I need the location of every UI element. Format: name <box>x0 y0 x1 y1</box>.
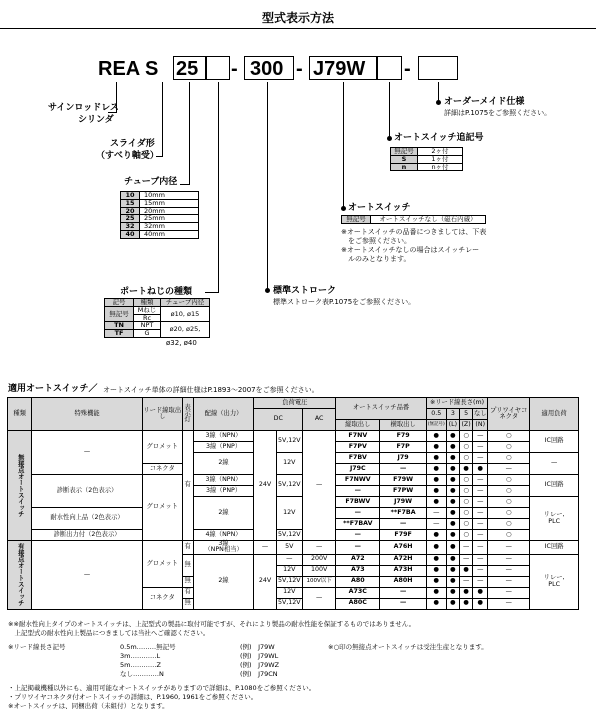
count-val: nヶ付 <box>418 163 463 171</box>
len: ○ <box>459 431 472 442</box>
sw-vert: A73C <box>336 587 380 598</box>
port-type: Rc <box>134 314 161 322</box>
note-lead-ex2: (例) J79WL <box>240 652 279 660</box>
len: ○ <box>459 475 472 486</box>
sw-horiz: — <box>380 464 426 475</box>
sw-horiz: J79 <box>380 453 426 464</box>
wire: 3線（NPN） <box>193 475 254 486</box>
len: ● <box>446 565 459 576</box>
rodless-label-1: サインロッドレス <box>48 103 119 113</box>
dc-v: 12V <box>276 497 303 530</box>
switch-line <box>343 82 344 208</box>
len: ○ <box>459 530 472 541</box>
stroke-label: 標準ストローク <box>273 286 337 296</box>
load-relay-1: リレー, <box>543 511 565 519</box>
len: ○ <box>459 519 472 530</box>
len: ● <box>446 475 459 486</box>
len: ● <box>446 508 459 519</box>
switch-code: 無記号 <box>342 216 371 224</box>
port-code: 無記号 <box>105 306 134 322</box>
model-dash2: - <box>296 58 303 80</box>
h-len: ※リード線長さ(m) <box>426 398 487 409</box>
port-table <box>104 298 210 338</box>
port-bore: ø10, ø15 <box>161 306 210 322</box>
order-note: 詳細はP.1075をご参照ください。 <box>444 109 552 117</box>
stroke-line <box>267 82 268 290</box>
note-preconnector: ・プリワイヤコネクタ付オートスイッチの詳細は、P.1960, 1961をご参照ください。 <box>8 693 258 701</box>
len: ● <box>446 530 459 541</box>
sw-horiz: **F7BA <box>380 508 426 519</box>
len: ● <box>446 541 459 555</box>
port-code: TN <box>105 322 134 330</box>
load-relay-1: リレー, <box>543 574 565 582</box>
pre: ○ <box>488 497 530 508</box>
len: ● <box>426 486 446 497</box>
port-header-type: 種類 <box>134 299 161 307</box>
order-label: オーダーメイド仕様 <box>444 97 525 107</box>
sw-horiz: A72H <box>380 554 426 565</box>
h-l05b: (無記号) <box>426 420 446 431</box>
title-underline <box>0 28 596 29</box>
len: ● <box>446 486 459 497</box>
port-header-code: 記号 <box>105 299 134 307</box>
dc-v: — <box>276 554 303 565</box>
solid-kind: 無接点オートスイッチ <box>8 431 32 541</box>
wire: 3線（NPN） <box>193 431 254 442</box>
h-horiz: 横取出し <box>380 420 426 431</box>
note-water-2: 上記型式の耐水性向上製品につきましては当社へご確認ください。 <box>8 629 210 637</box>
sw-horiz: F7PW <box>380 486 426 497</box>
ac: 100V <box>303 565 336 576</box>
ind-yes: 有 <box>182 541 193 555</box>
note-water: ※※耐水性向上タイプのオートスイッチは、上記型式の製品に取付可能ですが、それにより製品の耐水性能を保証するものではありません。 <box>8 620 416 628</box>
dc-v: 5V,12V <box>276 475 303 497</box>
h-l3b: (L) <box>446 420 459 431</box>
ac: — <box>303 541 336 555</box>
stroke-dot <box>265 288 270 293</box>
model-stroke: 300 <box>250 58 284 80</box>
len: — <box>473 554 488 565</box>
dc-v: 12V <box>276 453 303 475</box>
sw-horiz: — <box>380 598 426 609</box>
port-line <box>218 82 219 292</box>
port-bore-extra: ø32, ø40 <box>166 339 197 347</box>
h-func: 特殊機能 <box>32 398 143 431</box>
dc-v: 5V,12V <box>276 576 303 587</box>
order-dot <box>436 100 441 105</box>
tube-code: 10 <box>121 192 140 200</box>
sw-vert: — <box>336 486 380 497</box>
lead-connector: コネクタ <box>142 587 182 609</box>
len: — <box>473 508 488 519</box>
func-none: — <box>32 541 143 610</box>
port-code: TF <box>105 330 134 338</box>
len: ● <box>426 587 446 598</box>
tube-size: 32mm <box>140 223 199 231</box>
sw-horiz: — <box>380 519 426 530</box>
sw-vert: A73 <box>336 565 380 576</box>
stroke-note: 標準ストローク表P.1075をご参照ください。 <box>273 298 416 306</box>
tube-label: チューブ内径 <box>124 177 178 187</box>
tube-code: 32 <box>121 223 140 231</box>
len: ○ <box>459 497 472 508</box>
h-l5b: (Z) <box>459 420 472 431</box>
tube-code: 20 <box>121 207 140 215</box>
note-order: ※○印の無接点オートスイッチは受注生産となります。 <box>328 643 488 651</box>
sw-vert: F7BV <box>336 453 380 464</box>
sw-vert: F7NV <box>336 431 380 442</box>
h-ln: なし <box>473 409 488 420</box>
dc-v: 5V,12V <box>276 530 303 541</box>
note-lead-title: ※リード線長さ記号 <box>8 643 66 651</box>
port-type: NPT <box>134 322 161 330</box>
len: — <box>473 475 488 486</box>
sw-horiz: F79F <box>380 530 426 541</box>
wire: 3線（PNP） <box>193 442 254 453</box>
lead-grommet: グロメット <box>142 475 182 541</box>
len: — <box>473 519 488 530</box>
h-sw: オートスイッチ品番 <box>336 398 427 420</box>
h-pre: プリワイヤコネクタ <box>488 398 530 431</box>
sw-horiz: F7P <box>380 442 426 453</box>
load-ic: IC回路 <box>530 475 579 497</box>
wire-3eq <box>193 541 254 555</box>
len: — <box>459 554 472 565</box>
wire-3eq-1: 3線 <box>218 540 229 547</box>
switch-note-3: ※オートスイッチなしの場合はスイッチレー <box>341 246 480 254</box>
dc-v: 5V,12V <box>276 431 303 453</box>
tube-code: 25 <box>121 215 140 223</box>
load-ic: IC回路 <box>530 431 579 453</box>
switch-note-4: ルのみとなります。 <box>341 255 411 263</box>
func-water: 耐水性向上品（2色表示） <box>32 508 143 530</box>
pre: ○ <box>488 508 530 519</box>
tube-size: 20mm <box>140 207 199 215</box>
model-bore: 25 <box>176 58 199 80</box>
dc-24: — <box>254 541 276 555</box>
pre: — <box>488 565 530 576</box>
count-table <box>390 147 463 171</box>
ac: 200V <box>303 554 336 565</box>
switch-dot <box>341 206 346 211</box>
len: ● <box>473 464 488 475</box>
note-shipping: ※オートスイッチは、同梱出荷（未組付）となります。 <box>8 702 169 710</box>
dc-24: 24V <box>254 554 276 609</box>
sw-horiz: — <box>380 587 426 598</box>
len: — <box>459 541 472 555</box>
len: ● <box>426 554 446 565</box>
sw-vert: J79C <box>336 464 380 475</box>
len: ○ <box>459 442 472 453</box>
len: ● <box>426 453 446 464</box>
wire: 2線 <box>193 497 254 530</box>
ac: 100V以下 <box>303 576 336 587</box>
len: ● <box>459 598 472 609</box>
pre: ○ <box>488 530 530 541</box>
dc-v: 5V,12V <box>276 598 303 609</box>
pre: ○ <box>488 475 530 486</box>
h-kind: 種類 <box>8 398 32 431</box>
ind-yes: 有 <box>182 587 193 598</box>
tube-code: 15 <box>121 199 140 207</box>
slider-line <box>162 82 163 156</box>
sw-horiz: A80H <box>380 576 426 587</box>
port-box <box>206 56 230 80</box>
note-lead-none: なし…………N <box>120 670 164 678</box>
len: ● <box>473 587 488 598</box>
sw-horiz: A73H <box>380 565 426 576</box>
len: ● <box>426 576 446 587</box>
count-val: 1ヶ付 <box>418 155 463 163</box>
made-to-order-box <box>418 56 458 80</box>
len: — <box>473 431 488 442</box>
wire-3eq-2: （NPN相当） <box>204 546 243 554</box>
len: ● <box>446 576 459 587</box>
pre: — <box>488 464 530 475</box>
load-dash: — <box>530 453 579 475</box>
note-lead-ex1: (例) J79W <box>240 643 275 651</box>
count-code: n <box>391 163 418 171</box>
h-vert: 縦取出し <box>336 420 380 431</box>
len: ● <box>426 464 446 475</box>
len: — <box>473 565 488 576</box>
len: ● <box>426 530 446 541</box>
load-relay <box>530 554 579 609</box>
ind-yes: 有 <box>182 431 193 541</box>
wire: 4線（NPN） <box>193 530 254 541</box>
len: — <box>473 576 488 587</box>
pre: ○ <box>488 453 530 464</box>
func-diag: 診断表示（2色表示） <box>32 475 143 508</box>
count-label: オートスイッチ追記号 <box>394 133 484 143</box>
len: ● <box>426 442 446 453</box>
len: ○ <box>459 453 472 464</box>
rodless-label-2: シリンダ <box>78 115 114 125</box>
ac: — <box>303 587 336 609</box>
len: ● <box>426 497 446 508</box>
pre: — <box>488 576 530 587</box>
h-l05: 0.5 <box>426 409 446 420</box>
tube-size: 10mm <box>140 192 199 200</box>
len: ● <box>446 442 459 453</box>
lead-grommet: グロメット <box>142 431 182 464</box>
port-type: Mねじ <box>134 306 161 314</box>
tube-line-h <box>180 184 190 185</box>
port-label: ポートねじの種類 <box>120 287 193 297</box>
count-code: 無記号 <box>391 148 418 156</box>
load-ic: IC回路 <box>530 541 579 555</box>
len: ● <box>446 519 459 530</box>
pre: — <box>488 587 530 598</box>
ind-no: 無 <box>182 576 193 587</box>
pre: ○ <box>488 519 530 530</box>
h-load: 適用負荷 <box>530 398 579 431</box>
len: ● <box>446 598 459 609</box>
len: ● <box>446 453 459 464</box>
ind-no: 無 <box>182 554 193 576</box>
dc-v: 12V <box>276 565 303 576</box>
pre: — <box>488 598 530 609</box>
len: ○ <box>459 486 472 497</box>
lead-connector: コネクタ <box>142 464 182 475</box>
wire: 3線（PNP） <box>193 486 254 497</box>
len: — <box>426 519 446 530</box>
tube-size: 25mm <box>140 215 199 223</box>
h-ac: AC <box>303 409 336 431</box>
switch-table <box>341 215 486 224</box>
ac: — <box>303 431 336 541</box>
tube-table <box>120 191 199 239</box>
tube-line <box>189 82 190 184</box>
count-code: S <box>391 155 418 163</box>
len: ● <box>459 587 472 598</box>
count-line <box>389 82 390 138</box>
lead-grommet: グロメット <box>142 541 182 588</box>
len: ● <box>446 431 459 442</box>
switch-label: オートスイッチ <box>348 203 411 213</box>
len: — <box>473 541 488 555</box>
load-relay-2: PLC <box>548 517 560 525</box>
pre: — <box>488 554 530 565</box>
pre: ○ <box>488 431 530 442</box>
note-lead-ex4: (例) J79CN <box>240 670 278 678</box>
applicable-heading-note: オートスイッチ単体の詳細仕様はP.1893～2007をご参照ください。 <box>103 386 319 394</box>
len: ● <box>446 587 459 598</box>
ind-no: 無 <box>182 598 193 609</box>
h-ind: 表示灯 <box>182 398 193 431</box>
sw-horiz: J79W <box>380 497 426 508</box>
sw-vert: A72 <box>336 554 380 565</box>
pre: ○ <box>488 486 530 497</box>
len: ● <box>426 541 446 555</box>
len: — <box>459 576 472 587</box>
len: — <box>473 442 488 453</box>
h-l5: 5 <box>459 409 472 420</box>
pre: — <box>488 541 530 555</box>
reed-kind: 有接点オートスイッチ <box>8 541 32 610</box>
h-dc: DC <box>254 409 303 431</box>
len: — <box>473 486 488 497</box>
len: — <box>473 530 488 541</box>
len: ● <box>426 598 446 609</box>
model-prefix: REA S <box>98 58 159 80</box>
len: ● <box>473 598 488 609</box>
dc-v: 5V <box>276 541 303 555</box>
sw-vert: A80C <box>336 598 380 609</box>
h-volt: 負荷電圧 <box>254 398 336 409</box>
len: ● <box>426 431 446 442</box>
sw-vert: F7PV <box>336 442 380 453</box>
slider-label-2: （すべり軸受） <box>96 151 159 161</box>
len: ● <box>426 475 446 486</box>
tube-size: 15mm <box>140 199 199 207</box>
port-header-bore: チューブ内径 <box>161 299 210 307</box>
sw-vert: — <box>336 530 380 541</box>
len: — <box>473 453 488 464</box>
h-l3: 3 <box>446 409 459 420</box>
note-other: ・上記掲載機種以外にも、適用可能なオートスイッチがありますので詳細は、P.1080をご参照ください。 <box>8 684 316 692</box>
page-title: 型式表示方法 <box>261 11 334 25</box>
model-dash3: - <box>404 58 411 80</box>
h-lead: リード線取出し <box>142 398 182 431</box>
h-wire: 配線（出力） <box>193 398 254 431</box>
switch-desc: オートスイッチなし（磁石内蔵） <box>371 216 486 224</box>
switch-note-1: ※オートスイッチの品番につきましては、下表 <box>341 228 487 236</box>
sw-horiz: F79W <box>380 475 426 486</box>
port-type: G <box>134 330 161 338</box>
dc-v: 12V <box>276 587 303 598</box>
len: ● <box>426 565 446 576</box>
note-lead-ex3: (例) J79WZ <box>240 661 280 669</box>
len: ● <box>459 464 472 475</box>
sw-vert: F7NWV <box>336 475 380 486</box>
sw-vert: A80 <box>336 576 380 587</box>
note-lead-5: 5m…………Z <box>120 661 161 669</box>
sw-vert: **F7BAV <box>336 519 380 530</box>
switch-count-box <box>377 56 402 80</box>
func-none: — <box>32 431 143 475</box>
len: ● <box>446 554 459 565</box>
dc-24: 24V <box>254 431 276 541</box>
wire: 2線 <box>193 453 254 475</box>
func-diagout: 診断出力付（2色表示） <box>32 530 143 541</box>
note-lead-3: 3m…………L <box>120 652 161 660</box>
len: ● <box>446 464 459 475</box>
len: ● <box>459 565 472 576</box>
load-relay <box>530 497 579 541</box>
len: ○ <box>459 508 472 519</box>
tube-code: 40 <box>121 231 140 239</box>
h-lnb: (N) <box>473 420 488 431</box>
count-val: 2ヶ付 <box>418 148 463 156</box>
applicable-table <box>7 397 579 610</box>
sw-horiz: F79 <box>380 431 426 442</box>
len: — <box>473 497 488 508</box>
port-line-h <box>205 292 219 293</box>
model-switch: J79W <box>313 58 366 80</box>
model-dash1: - <box>231 58 238 80</box>
tube-size: 40mm <box>140 231 199 239</box>
port-bore: ø20, ø25, <box>161 322 210 338</box>
applicable-heading: 適用オートスイッチ／ <box>8 384 98 394</box>
sw-horiz: A76H <box>380 541 426 555</box>
wire: 2線 <box>193 554 254 609</box>
pre: ○ <box>488 442 530 453</box>
sw-vert: F7BWV <box>336 497 380 508</box>
sw-vert: — <box>336 541 380 555</box>
note-lead-05: 0.5m………無記号 <box>120 643 176 651</box>
len: ● <box>446 497 459 508</box>
slider-label-1: スライダ形 <box>110 139 155 149</box>
load-relay-2: PLC <box>548 580 560 588</box>
sw-vert: — <box>336 508 380 519</box>
switch-note-2: をご参照ください。 <box>341 237 411 245</box>
len: — <box>426 508 446 519</box>
count-dot <box>387 136 392 141</box>
